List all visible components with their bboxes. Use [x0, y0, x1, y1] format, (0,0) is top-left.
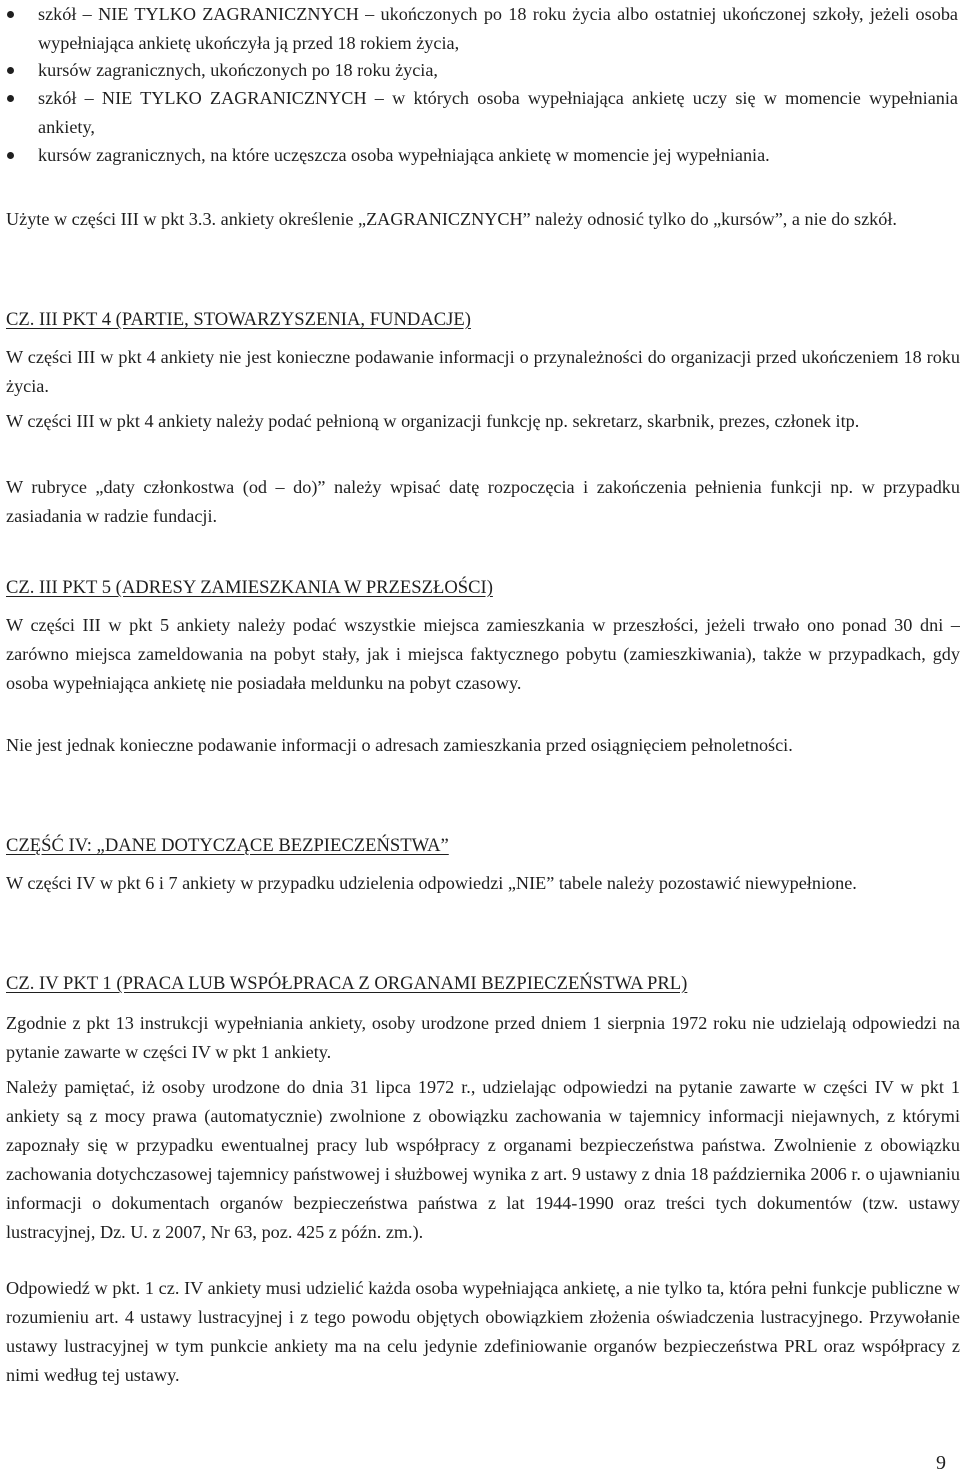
bullet-icon — [7, 67, 14, 74]
paragraph: Zgodnie z pkt 13 instrukcji wypełniania ankiety, osoby urodzone przed dniem 1 sierpnia 1972 roku nie udzielają odpowiedzi na pytanie zawarte w części IV w pkt 1 ankiety. — [6, 1013, 960, 1062]
paragraph: Nie jest jednak konieczne podawanie informacji o adresach zamieszkania przed osiągnięciem pełnoletności. — [6, 735, 793, 755]
paragraph: W części III w pkt 4 ankiety należy podać pełnioną w organizacji funkcję np. sekretarz, skarbnik, prezes, członek itp. — [6, 411, 860, 431]
foreign-note: Użyte w części III w pkt 3.3. ankiety określenie „ZAGRANICZNYCH” należy odnosić tylko do „kursów”, a nie do szkół. — [6, 209, 897, 229]
bullet-icon — [7, 152, 14, 159]
paragraph: W rubryce „daty członkostwa (od – do)” należy wpisać datę rozpoczęcia i zakończenia pełnienia funkcji np. w przypadku zasiadania w radzie fundacji. — [6, 477, 960, 526]
list-item-text: szkół – NIE TYLKO ZAGRANICZNYCH – w których osoba wypełniająca ankietę uczy się w momencie wypełniania ankiety, — [38, 88, 958, 137]
page-number: 9 — [936, 1452, 946, 1474]
list-item-text: szkół – NIE TYLKO ZAGRANICZNYCH – ukończonych po 18 roku życia albo ostatniej ukończonej szkoły, jeżeli osoba wypełniająca ankietę ukończyła ją przed 18 rokiem życia, — [38, 4, 958, 53]
paragraph: Należy pamiętać, iż osoby urodzone do dnia 31 lipca 1972 r., udzielając odpowiedzi na pytanie zawarte w części IV w pkt 1 ankiety są z mocy prawa (automatycznie) zwolnione z obowiązku zachowania w tajemnicy informacji niejawnych, z którymi zapoznały się w przypadku ewentualnej pracy lub współpracy z organami bezpieczeństwa państwa. Zwolnienie z obowiązku zachowania dotychczasowej tajemnicy państwowej i służbowej wynika z art. 9 ustawy z dnia 18 października 2006 r. o ujawnianiu informacji o dokumentach organów bezpieczeństwa państwa z lat 1944-1990 oraz treści tych dokumentów (tzw. ustawy lustracyjnej, Dz. U. z 2007, Nr 63, poz. 425 z późn. zm.). — [6, 1077, 960, 1242]
paragraph: Odpowiedź w pkt. 1 cz. IV ankiety musi udzielić każda osoba wypełniająca ankietę, a nie tylko ta, która pełni funkcje publiczne w rozumieniu art. 4 ustawy lustracyjnej i z tego powodu objętych obowiązkiem złożenia oświadczenia lustracyjnego. Przywołanie ustawy lustracyjnej w tym punkcie ankiety ma na celu jedynie zdefiniowanie organów bezpieczeństwa PRL oraz współpracy z nimi według tej ustawy. — [6, 1278, 960, 1385]
section-heading-pkt5: CZ. III PKT 5 (ADRESY ZAMIESZKANIA W PRZESZŁOŚCI) — [6, 577, 493, 598]
paragraph: W części III w pkt 5 ankiety należy podać wszystkie miejsca zamieszkania w przeszłości, jeżeli trwało ono ponad 30 dni – zarówno miejsca zameldowania na pobyt stały, jak i miejsca faktycznego pobytu (zamieszkiwania), także w przypadkach, gdy osoba wypełniająca ankietę nie posiadała meldunku na pobyt czasowy. — [6, 615, 960, 693]
bullet-icon — [7, 11, 14, 18]
list-item-text: kursów zagranicznych, ukończonych po 18 roku życia, — [38, 60, 438, 80]
list-item-text: kursów zagranicznych, na które uczęszcza osoba wypełniająca ankietę w momencie jej wypełniania. — [38, 145, 770, 165]
paragraph: W części III w pkt 4 ankiety nie jest konieczne podawanie informacji o przynależności do organizacji przed ukończeniem 18 roku życia. — [6, 347, 960, 396]
section-heading-iv-pkt1: CZ. IV PKT 1 (PRACA LUB WSPÓŁPRACA Z ORGANAMI BEZPIECZEŃSTWA PRL) — [6, 973, 688, 994]
section-heading-pkt4: CZ. III PKT 4 (PARTIE, STOWARZYSZENIA, FUNDACJE) — [6, 309, 471, 330]
bullet-icon — [7, 95, 14, 102]
paragraph: W części IV w pkt 6 i 7 ankiety w przypadku udzielenia odpowiedzi „NIE” tabele należy pozostawić niewypełnione. — [6, 873, 857, 893]
part-heading-iv: CZĘŚĆ IV: „DANE DOTYCZĄCE BEZPIECZEŃSTWA” — [6, 835, 449, 856]
